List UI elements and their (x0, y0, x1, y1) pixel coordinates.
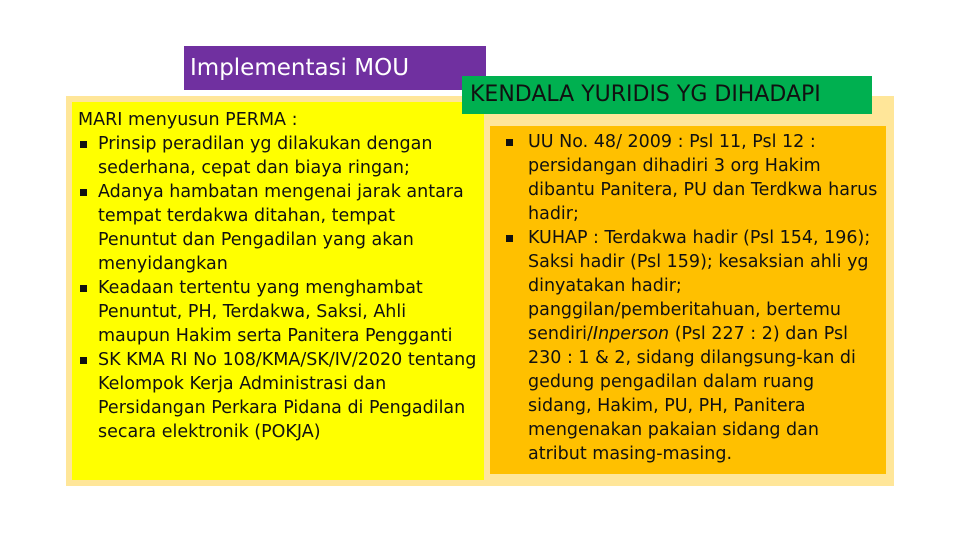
uu-text: UU No. 48/ 2009 : Psl 11, Psl 12 : persidangan dihadiri 3 org Hakim dibantu Panitera, PU dan Terdkwa harus hadir; (528, 132, 878, 224)
list-item (500, 130, 882, 226)
list-item: Prinsip peradilan yg dilakukan dengan sederhana, cepat dan biaya ringan; (78, 132, 478, 180)
kuhap-text-part1: KUHAP : Terdakwa hadir (Psl 154, 196); Saksi hadir (Psl 159); kesaksian ahli yg dinyatakan hadir; panggilan/pemberitahuan, bertemu sendiri/ (528, 228, 871, 344)
slide-title: Implementasi MOU (184, 46, 486, 90)
kuhap-text-italic: Inperson (592, 324, 670, 344)
right-text (500, 130, 882, 466)
list-item: Keadaan tertentu yang menghambat Penuntut, PH, Terdakwa, Saksi, Ahli maupun Hakim serta Panitera Pengganti (78, 276, 478, 348)
list-item: Adanya hambatan mengenai jarak antara tempat terdakwa ditahan, tempat Penuntut dan Pengadilan yang akan menyidangkan (78, 180, 478, 276)
left-text (78, 108, 478, 444)
perma-intro: MARI menyusun PERMA : (78, 110, 298, 130)
perma-list (78, 132, 478, 444)
list-item (500, 226, 882, 466)
list-item: SK KMA RI No 108/KMA/SK/IV/2020 tentang Kelompok Kerja Administrasi dan Persidangan Perkara Pidana di Pengadilan secara elektronik (POKJA) (78, 348, 478, 444)
kendala-heading: KENDALA YURIDIS YG DIHADAPI (462, 76, 872, 114)
kuhap-text-part2: (Psl 227 : 2) dan Psl 230 : 1 & 2, sidang dilangsung-kan di gedung pengadilan dalam ruang sidang, Hakim, PU, PH, Panitera mengenakan pakaian sidang dan atribut masing-masing. (528, 324, 856, 464)
kendala-list (500, 130, 882, 466)
